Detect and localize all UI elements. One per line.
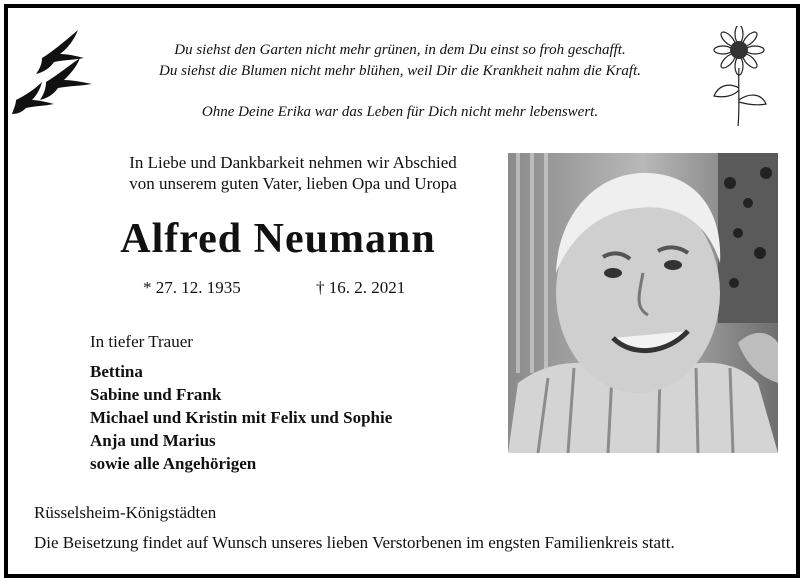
flying-birds-icon	[12, 28, 96, 114]
birth-date: * 27. 12. 1935	[143, 278, 241, 297]
mourning-label: In tiefer Trauer	[90, 332, 193, 351]
poem-line-2: Du siehst die Blumen nicht mehr blühen, weil Dir die Krankheit nahm die Kraft.	[158, 63, 642, 79]
sunflower-icon	[708, 26, 770, 128]
poem-line-1: Du siehst den Garten nicht mehr grünen, in dem Du einst so froh geschafft.	[174, 42, 626, 58]
intro-text	[88, 152, 498, 194]
intro-line-1: In Liebe und Dankbarkeit nehmen wir Abschied	[129, 153, 457, 172]
deceased-name: Alfred Neumann	[120, 216, 436, 262]
mourner-item: Bettina	[90, 362, 143, 381]
portrait-photo	[508, 153, 778, 453]
intro-line-2: von unserem guten Vater, lieben Opa und Uropa	[129, 174, 457, 193]
place-name: Rüsselsheim-Königstädten	[34, 503, 217, 522]
mourner-item: Sabine und Frank	[90, 385, 222, 404]
mourner-item: Michael und Kristin mit Felix und Sophie	[90, 408, 393, 427]
mourners-list	[90, 360, 392, 475]
death-date: † 16. 2. 2021	[316, 278, 406, 297]
poem-verse	[110, 40, 690, 82]
poem-closing-line: Ohne Deine Erika war das Leben für Dich nicht mehr lebenswert.	[201, 104, 599, 120]
mourner-item: Anja und Marius	[90, 431, 216, 450]
burial-note: Die Beisetzung findet auf Wunsch unseres lieben Verstorbenen im engsten Familienkreis statt.	[34, 533, 675, 552]
mourner-item: sowie alle Angehörigen	[90, 454, 257, 473]
